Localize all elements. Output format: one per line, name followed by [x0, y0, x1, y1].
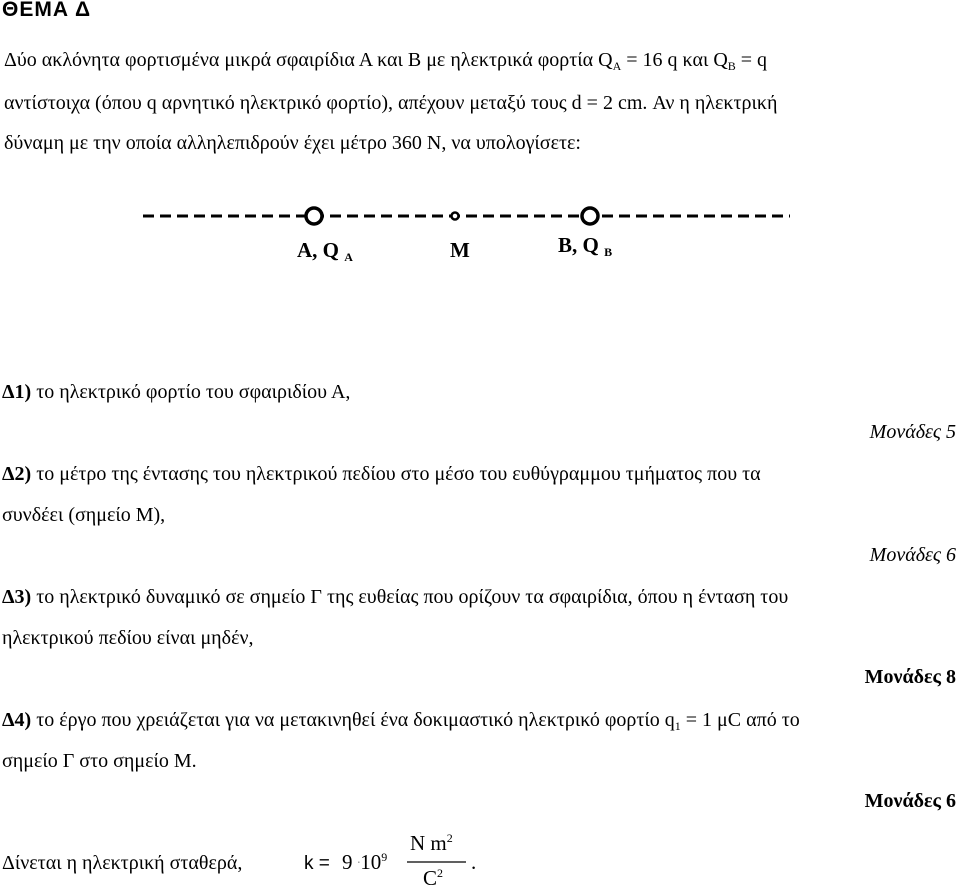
formula-denominator: $C^2$ — [423, 866, 444, 890]
marks-d3: Μονάδες 8 — [864, 666, 956, 688]
formula-numerator: N $m^2$ — [410, 831, 453, 855]
question-d4-cont: σημείο Γ στο σημείο Μ. — [2, 750, 197, 772]
intro-line-3: δύναμη με την οποία αλληλεπιδρούν έχει μέτρο 360 N, να υπολογίσετε: — [4, 132, 581, 154]
question-d2-cont: συνδέει (σημείο Μ), — [2, 504, 166, 526]
intro-line-1: Δύο ακλόνητα φορτισμένα μικρά σφαιρίδια Α και Β με ηλεκτρικά φορτία $Q_A = 16$ q και $Q_B = q$ — [4, 49, 768, 73]
question-d1: Δ1) το ηλεκτρικό φορτίο του σφαιριδίου Α, — [2, 381, 351, 403]
question-d4: Δ4) το έργο που χρειάζεται για να μετακινηθεί ένα δοκιμαστικό ηλεκτρικό φορτίο $q_1 = 1$ μC από το — [2, 709, 800, 733]
page-title: ΘΕΜΑ Δ — [2, 0, 92, 21]
intro-line-2: αντίστοιχα (όπου q αρνητικό ηλεκτρικό φορτίο), απέχουν μεταξύ τους d = 2 cm. Αν η ηλεκτρική — [4, 92, 778, 114]
marks-d1: Μονάδες 5 — [869, 421, 956, 443]
marks-d2: Μονάδες 6 — [869, 544, 956, 566]
label-charge-a: Α, Q $_A$ — [297, 238, 353, 264]
formula-k-eq: k = — [304, 853, 330, 874]
question-d3: Δ3) το ηλεκτρικό δυναμικό σε σημείο Γ της ευθείας που ορίζουν τα σφαιρίδια, όπου η ένταση του — [2, 586, 789, 608]
formula-coefficient: $9 \cdot 10^9$ — [342, 850, 388, 874]
question-d2: Δ2) το μέτρο της έντασης του ηλεκτρικού πεδίου στο μέσο του ευθύγραμμου τμήματος που τα — [2, 463, 761, 485]
label-charge-b: Β, Q $_B$ — [558, 233, 613, 259]
formula-period: . — [471, 850, 477, 874]
question-d3-cont: ηλεκτρικού πεδίου είναι μηδέν, — [2, 627, 254, 649]
label-point-m: Μ — [450, 238, 470, 262]
given-text: Δίνεται η ηλεκτρική σταθερά, — [2, 852, 243, 874]
marks-d4: Μονάδες 6 — [864, 790, 956, 812]
